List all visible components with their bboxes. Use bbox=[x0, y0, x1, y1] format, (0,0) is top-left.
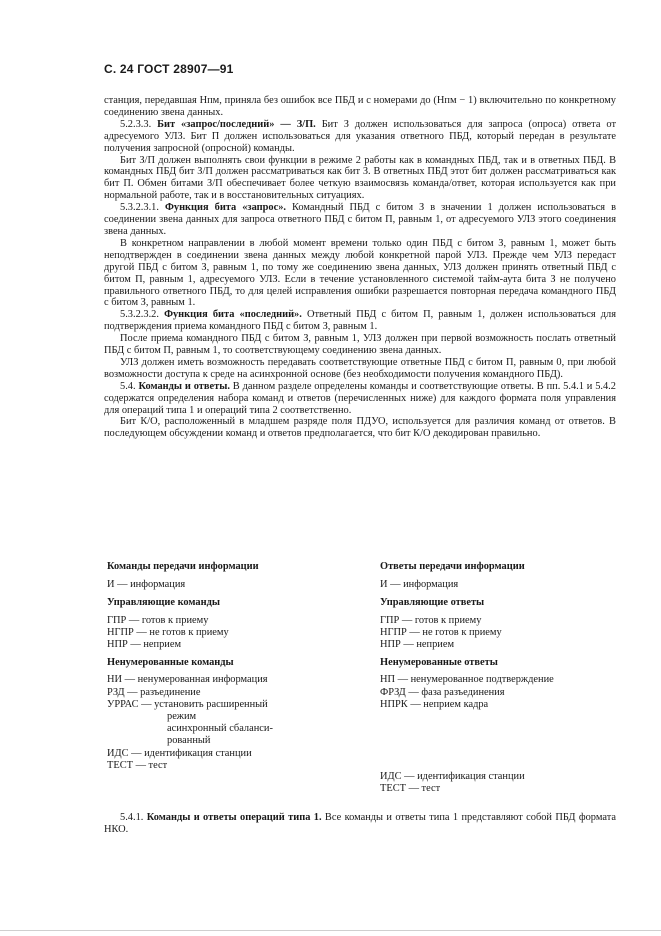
command-entry: РЗД — разъединение bbox=[107, 686, 201, 698]
clause-title: Команды и ответы. bbox=[138, 380, 230, 392]
paragraph-after-receive: После приема командного ПБД с битом З, равным 1, УЛЗ должен при первой возможность послать ответный ПБД с битом П, равным 1, то соответствующему соединению звена данных. bbox=[104, 333, 616, 357]
footer-text bbox=[104, 812, 616, 836]
command-entry: НГПР — не готов к приему bbox=[107, 626, 229, 638]
paragraph-zp-bit: Бит З/П должен выполнять свои функции в режиме 2 работы как в командных ПБД, так и в ответных ПБД. В командных ПБД бит З/П должен рассматриваться как бит З. В ответных ПБД этот бит должен рассматриваться как бит П. Обмен битами З/П обеспечивает более четкую взаимосвязь команда/ответ, которая используется как при нормальной работе, так и в восстановительных ситуациях. bbox=[104, 154, 616, 202]
clause-number: 5.2.3.3. bbox=[120, 118, 152, 130]
command-entry-continuation: рованный bbox=[167, 735, 211, 747]
clause-title: Бит «запрос/последний» — З/П. bbox=[157, 118, 316, 130]
paragraph-5-3-2-3-1 bbox=[104, 202, 616, 238]
response-entry: НПР — неприем bbox=[380, 639, 455, 651]
command-entry-continuation: режим bbox=[167, 711, 197, 723]
command-entry: ГПР — готов к приему bbox=[107, 614, 209, 626]
column-spacer bbox=[380, 711, 645, 771]
unnumbered-responses-heading: Ненумерованные ответы bbox=[380, 657, 498, 669]
supervisory-commands-heading: Управляющие команды bbox=[107, 597, 220, 609]
clause-number: 5.4. bbox=[120, 380, 136, 392]
clause-text: Все команды и ответы типа 1 представляют собой ПБД формата НКО. bbox=[104, 812, 616, 836]
responses-info-heading: Ответы передачи информации bbox=[380, 561, 525, 572]
clause-text: Командный ПБД с битом З в значении 1 должен использоваться в соединении звена данных для запроса ответного ПБД с битом П, равным 1, от адресуемого УЛЗ этого соединения звена данных. bbox=[104, 202, 616, 237]
command-entry: НПР — неприем bbox=[107, 639, 182, 651]
paragraph-continuation: станция, передавшая Нпм, приняла без ошибок все ПБД и с номерами до (Нпм − 1) включительно по конкретному соединению звена данных. bbox=[104, 95, 616, 118]
paragraph-direction: В конкретном направлении в любой момент времени только один ПБД с битом З, равным 1, может быть неподтвержден в соединении звена данных между любой конкретной парой УЛЗ. Прежде чем УЛЗ передаст другой ПБД с битом З, равным 1, по тому же соединению звена данных, УЛЗ должен принять ответный ПБД с битом П, равным 1, адресуемого УЛЗ. Если в течение установленного системой тайм-аута бита З не получено правильного ответного ПБД, то для целей исправления ошибки разрешается повторная передача командного ПБД с битом З, равным 1. bbox=[104, 237, 616, 309]
command-entry: УРРАС — установить расширенный bbox=[107, 698, 268, 710]
clause-number: 5.3.2.3.2. bbox=[120, 309, 159, 321]
page-edge-rule bbox=[0, 930, 661, 931]
paragraph-5-4 bbox=[104, 381, 616, 417]
response-entry: НП — ненумерованное подтверждение bbox=[380, 674, 554, 686]
paragraph-ulz-capability: УЛЗ должен иметь возможность передавать соответствующие ответные ПБД с битом П, равным 0, при любой возможности доступа к среде на асинхронной основе (без необходимости получения командного ПБД). bbox=[104, 356, 616, 380]
command-entry: НИ — ненумерованная информация bbox=[107, 674, 268, 686]
response-entry: ИДС — идентификация станции bbox=[380, 771, 525, 783]
response-entry: ТЕСТ — тест bbox=[380, 783, 441, 795]
command-entry: ТЕСТ — тест bbox=[107, 759, 168, 771]
paragraph-5-2-3-3 bbox=[104, 119, 616, 155]
commands-column bbox=[107, 561, 372, 772]
clause-title: Функция бита «последний». bbox=[164, 309, 302, 321]
response-entry: ФРЗД — фаза разъединения bbox=[380, 686, 505, 698]
clause-text: В данном разделе определены команды и соответствующие ответы. В пп. 5.4.1 и 5.4.2 содержатся определения набора команд и ответов (перечисленных ниже) для каждого формата поля управления для операций типа 1 и операций типа 2 соответственно. bbox=[104, 380, 616, 416]
response-entry: ГПР — готов к приему bbox=[380, 614, 482, 626]
body-text bbox=[104, 95, 616, 440]
clause-title: Команды и ответы операций типа 1. bbox=[146, 812, 322, 823]
response-entry: НПРК — неприем кадра bbox=[380, 698, 489, 710]
clause-text: Ответный ПБД с битом П, равным 1, должен использоваться для подтверждения приема командного ПБД с битом З, равным 1. bbox=[104, 309, 616, 333]
command-entry: ИДС — идентификация станции bbox=[107, 747, 252, 759]
clause-number: 5.4.1. bbox=[120, 812, 144, 823]
command-entry-continuation: асинхронный сбаланси- bbox=[167, 723, 273, 735]
page-header: С. 24 ГОСТ 28907—91 bbox=[104, 62, 234, 76]
responses-column bbox=[380, 561, 645, 795]
paragraph-5-3-2-3-2 bbox=[104, 309, 616, 333]
command-entry: И — информация bbox=[107, 579, 186, 591]
paragraph-5-4-1 bbox=[104, 812, 616, 836]
clause-text: Бит З должен использоваться для запроса (опроса) ответа от адресуемого УЛЗ. Бит П должен использоваться для указания ответного ПБД, который передан в результате получения запросной (опросной) команды. bbox=[104, 118, 616, 154]
supervisory-responses-heading: Управляющие ответы bbox=[380, 597, 485, 609]
unnumbered-commands-heading: Ненумерованные команды bbox=[107, 657, 234, 669]
commands-info-heading: Команды передачи информации bbox=[107, 561, 259, 572]
clause-title: Функция бита «запрос». bbox=[164, 202, 287, 214]
response-entry: И — информация bbox=[380, 579, 459, 591]
paragraph-ko-bit: Бит К/О, расположенный в младшем разряде поля ПДУО, используется для различия команд от ответов. В последующем обсуждении команд и ответов предполагается, что бит К/О декодирован правильно. bbox=[104, 416, 616, 440]
response-entry: НГПР — не готов к приему bbox=[380, 626, 502, 638]
clause-number: 5.3.2.3.1. bbox=[120, 202, 159, 214]
